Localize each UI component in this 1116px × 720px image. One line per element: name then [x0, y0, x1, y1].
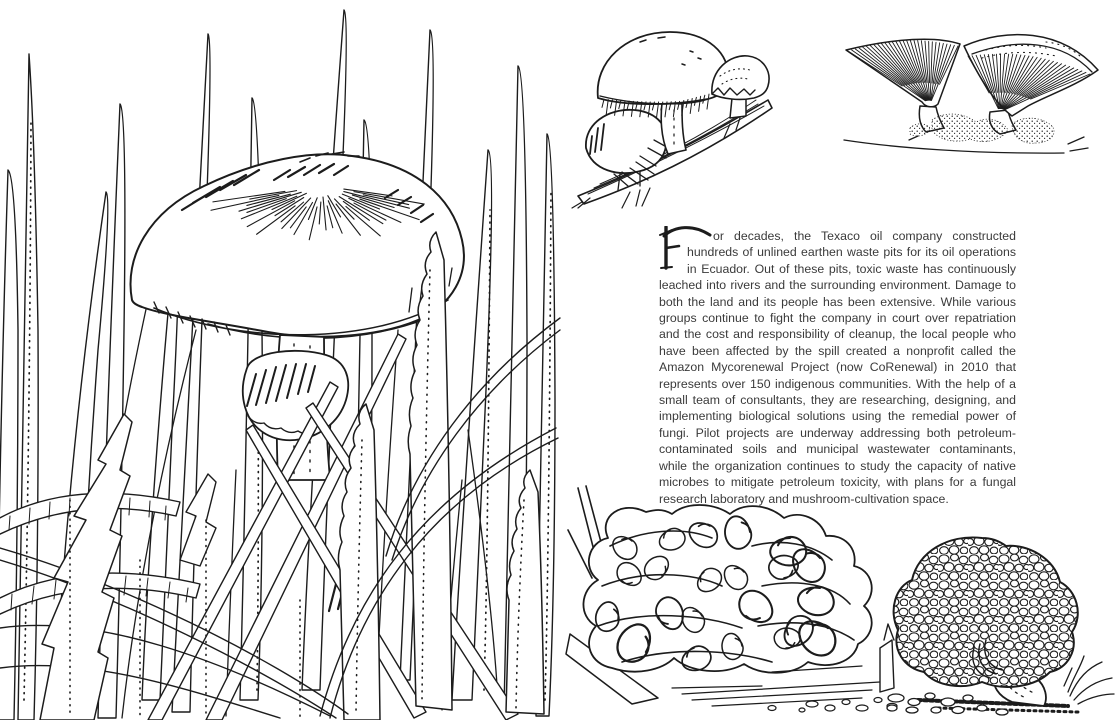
stone-fungus-cap [894, 537, 1078, 687]
article-paragraph [659, 228, 1016, 507]
article-text: or decades, the Texaco oil company constructed hundreds of unlined earthen waste pits for its oil operations in Ecuador. Out of these pits, toxic waste has continuously leached into rivers and the surrounding environment. Damage to both the land and its people has been extensive. While various groups continue to fight the company in court over repatriation and the cost and responsibility of cleanup, the local people who have been affected by the spill created a nonprofit called the Amazon Mycorenewal Project (now CoRenewal) in 2010 that represents over 150 indigenous communities. With the help of a small team of consultants, they are researching, designing, and implementing biological solutions using the remedial power of fungi. Pilot projects are underway addressing both petroleum-contaminated soils and municipal wastewater contaminants, while the organization continues to study the capacity of native microbes to mitigate petroleum toxicity, with plans for a fungal research laboratory and mushroom-cultivation space. [659, 229, 1016, 506]
gilled-mushrooms-figure [836, 20, 1104, 148]
article [659, 228, 1016, 507]
big-mushroom-cap [131, 154, 464, 336]
mushroom-cluster-figure [570, 6, 774, 214]
left-rock [880, 624, 894, 692]
brain-fungus-illustration [562, 486, 904, 718]
stone-fungus [894, 537, 1078, 706]
mushroom-c [586, 110, 672, 190]
stone-fungus-figure [878, 528, 1114, 718]
stone-fungus-illustration [878, 528, 1114, 718]
gilled-mushrooms-illustration [836, 20, 1104, 148]
grass-tufts [1064, 656, 1114, 704]
drop-cap-letter [659, 226, 714, 276]
mushroom-cluster-illustration [570, 6, 774, 214]
brain-fungus-figure [562, 486, 904, 718]
drop-cap [659, 228, 687, 274]
